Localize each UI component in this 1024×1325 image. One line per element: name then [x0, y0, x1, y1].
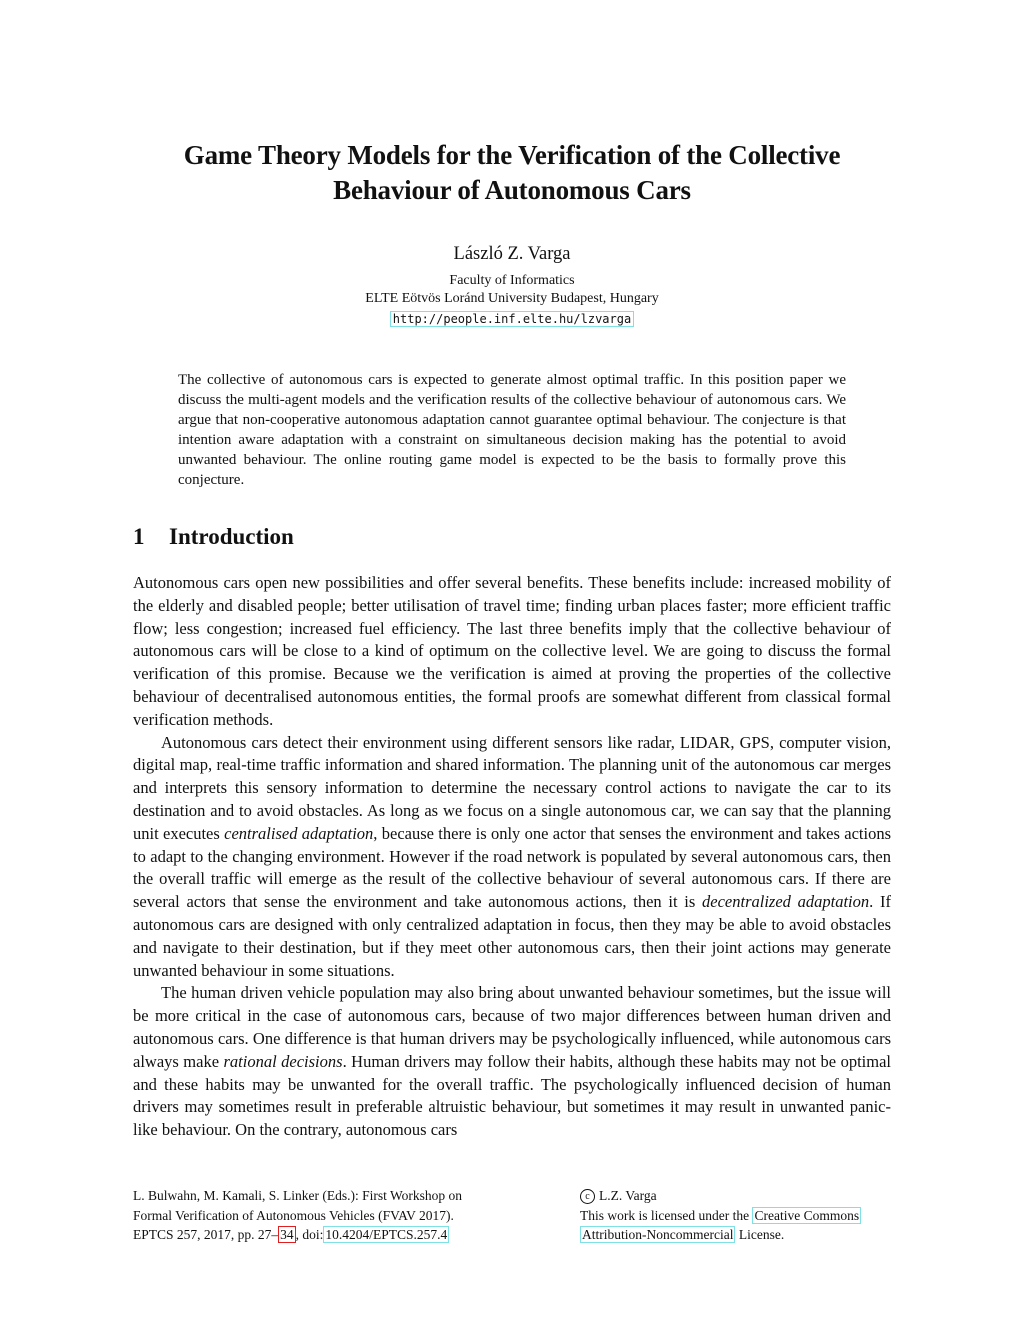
emphasis-decentralized-adaptation: decentralized adaptation — [702, 892, 870, 912]
paragraph-2-part-b: , because there is only one actor that senses the environment and takes actions to adapt to the changing environment. However if the road network is populated by several autonomous cars, then the overall traffic will emerge as the result of the collective behaviour of several autonomous cars. If there are several actors that sense the environment and take autonomous actions, then it is — [133, 823, 891, 912]
author-url-container — [0, 310, 1024, 328]
license-suffix: License. — [735, 1227, 785, 1242]
title-line-2: Behaviour of Autonomous Cars — [333, 175, 691, 205]
affiliation-university: ELTE Eötvös Loránd University Budapest, Hungary — [365, 291, 659, 306]
copyright-holder: L.Z. Varga — [599, 1188, 657, 1203]
footer-pages-prefix: EPTCS 257, 2017, pp. 27– — [133, 1227, 279, 1242]
section-number: 1 — [133, 524, 145, 549]
paragraph-2 — [133, 732, 891, 983]
footer-publication-info — [133, 1186, 462, 1245]
paragraph-1: Autonomous cars open new possibilities and offer several benefits. These benefits include: increased mobility of the elderly and disabled people; better utilisation of travel time; finding urban places faster; more efficient traffic flow; less congestion; increased fuel efficiency. The last three benefits imply that the collective behaviour of autonomous cars will be close to a kind of optimum on the collective level. We are going to discuss the formal verification of this promise. Because we the verification is aimed at proving the properties of the collective behaviour of decentralised autonomous entities, the formal proofs are somewhat different from classical formal verification methods. — [133, 573, 891, 729]
footer-doi-prefix: , doi: — [295, 1227, 324, 1242]
footer-editors: L. Bulwahn, M. Kamali, S. Linker (Eds.): First Workshop on — [133, 1188, 463, 1203]
section-title: Introduction — [169, 524, 294, 549]
emphasis-rational-decisions: rational decisions — [223, 1051, 343, 1071]
doi-link[interactable]: 10.4204/EPTCS.257.4 — [325, 1227, 448, 1242]
license-prefix: This work is licensed under the — [580, 1207, 753, 1223]
paper-title — [100, 138, 924, 208]
emphasis-centralised-adaptation: centralised adaptation — [224, 823, 374, 843]
title-line-1: Game Theory Models for the Verification of the Collective — [183, 140, 841, 170]
section-heading — [133, 524, 294, 550]
attribution-noncommercial-link[interactable]: Attribution-Noncommercial — [582, 1227, 734, 1242]
end-page-link[interactable]: 34 — [280, 1227, 294, 1242]
author-url-link[interactable]: http://people.inf.elte.hu/lzvarga — [390, 311, 634, 327]
paragraph-2-part-a: Autonomous cars detect their environment using different sensors like radar, LIDAR, GPS, computer vision, digital map, real-time traffic information and shared information. The planning unit of the autonomous car merges and interprets this sensory information to determine the necessary control actions to navigate the car to its destination and to avoid obstacles. As long as we focus on a single autonomous car, we can say that the planning unit executes — [133, 732, 891, 843]
footer-eptcs — [133, 1225, 462, 1245]
paragraph-2-part-c: . If autonomous cars are designed with only centralized adaptation in focus, then they may be able to avoid obstacles and navigate to their destination, but if they meet other autonomous cars, then their joint actions may generate unwanted behaviour in some situations. — [133, 892, 891, 980]
footer-license-info — [580, 1186, 861, 1245]
paragraph-3-part-b: . Human drivers may follow their habits, although these habits may not be optimal and these habits may be unwanted for the overall traffic. The psychologically influenced decision of human drivers may sometimes result in preferable altruistic behaviour, but sometimes it may result in unwanted panic-like behaviour. On the contrary, autonomous cars — [133, 1051, 891, 1140]
footer-license-line-2 — [580, 1225, 861, 1245]
abstract: The collective of autonomous cars is expected to generate almost optimal traffic. In this position paper we discuss the multi-agent models and the verification results of the collective behaviour of autonomous cars. We argue that non-cooperative autonomous adaptation cannot guarantee optimal behaviour. The conjecture is that intention aware adaptation with a constraint on simultaneous decision making has the potential to avoid unwanted behaviour. The online routing game model is expected to be the basis to formally prove this conjecture. — [178, 372, 846, 488]
body-text — [133, 572, 891, 1142]
paragraph-3-part-a: The human driven vehicle population may also bring about unwanted behaviour sometimes, but the issue will be more critical in the case of autonomous cars, because of two major differences between human driven and autonomous cars. One difference is that human drivers may be psychologically influenced, while autonomous cars always make — [133, 983, 891, 1071]
affiliation-faculty: Faculty of Informatics — [449, 273, 575, 288]
affiliation — [0, 272, 1024, 308]
paragraph-3 — [133, 982, 891, 1142]
footer-copyright — [580, 1186, 861, 1206]
footer-license-line-1 — [580, 1206, 861, 1226]
copyright-icon: c — [580, 1189, 595, 1204]
footer-workshop: Formal Verification of Autonomous Vehicles (FVAV 2017). — [133, 1207, 454, 1223]
creative-commons-link[interactable]: Creative Commons — [754, 1207, 860, 1223]
author-name: László Z. Varga — [453, 244, 571, 264]
